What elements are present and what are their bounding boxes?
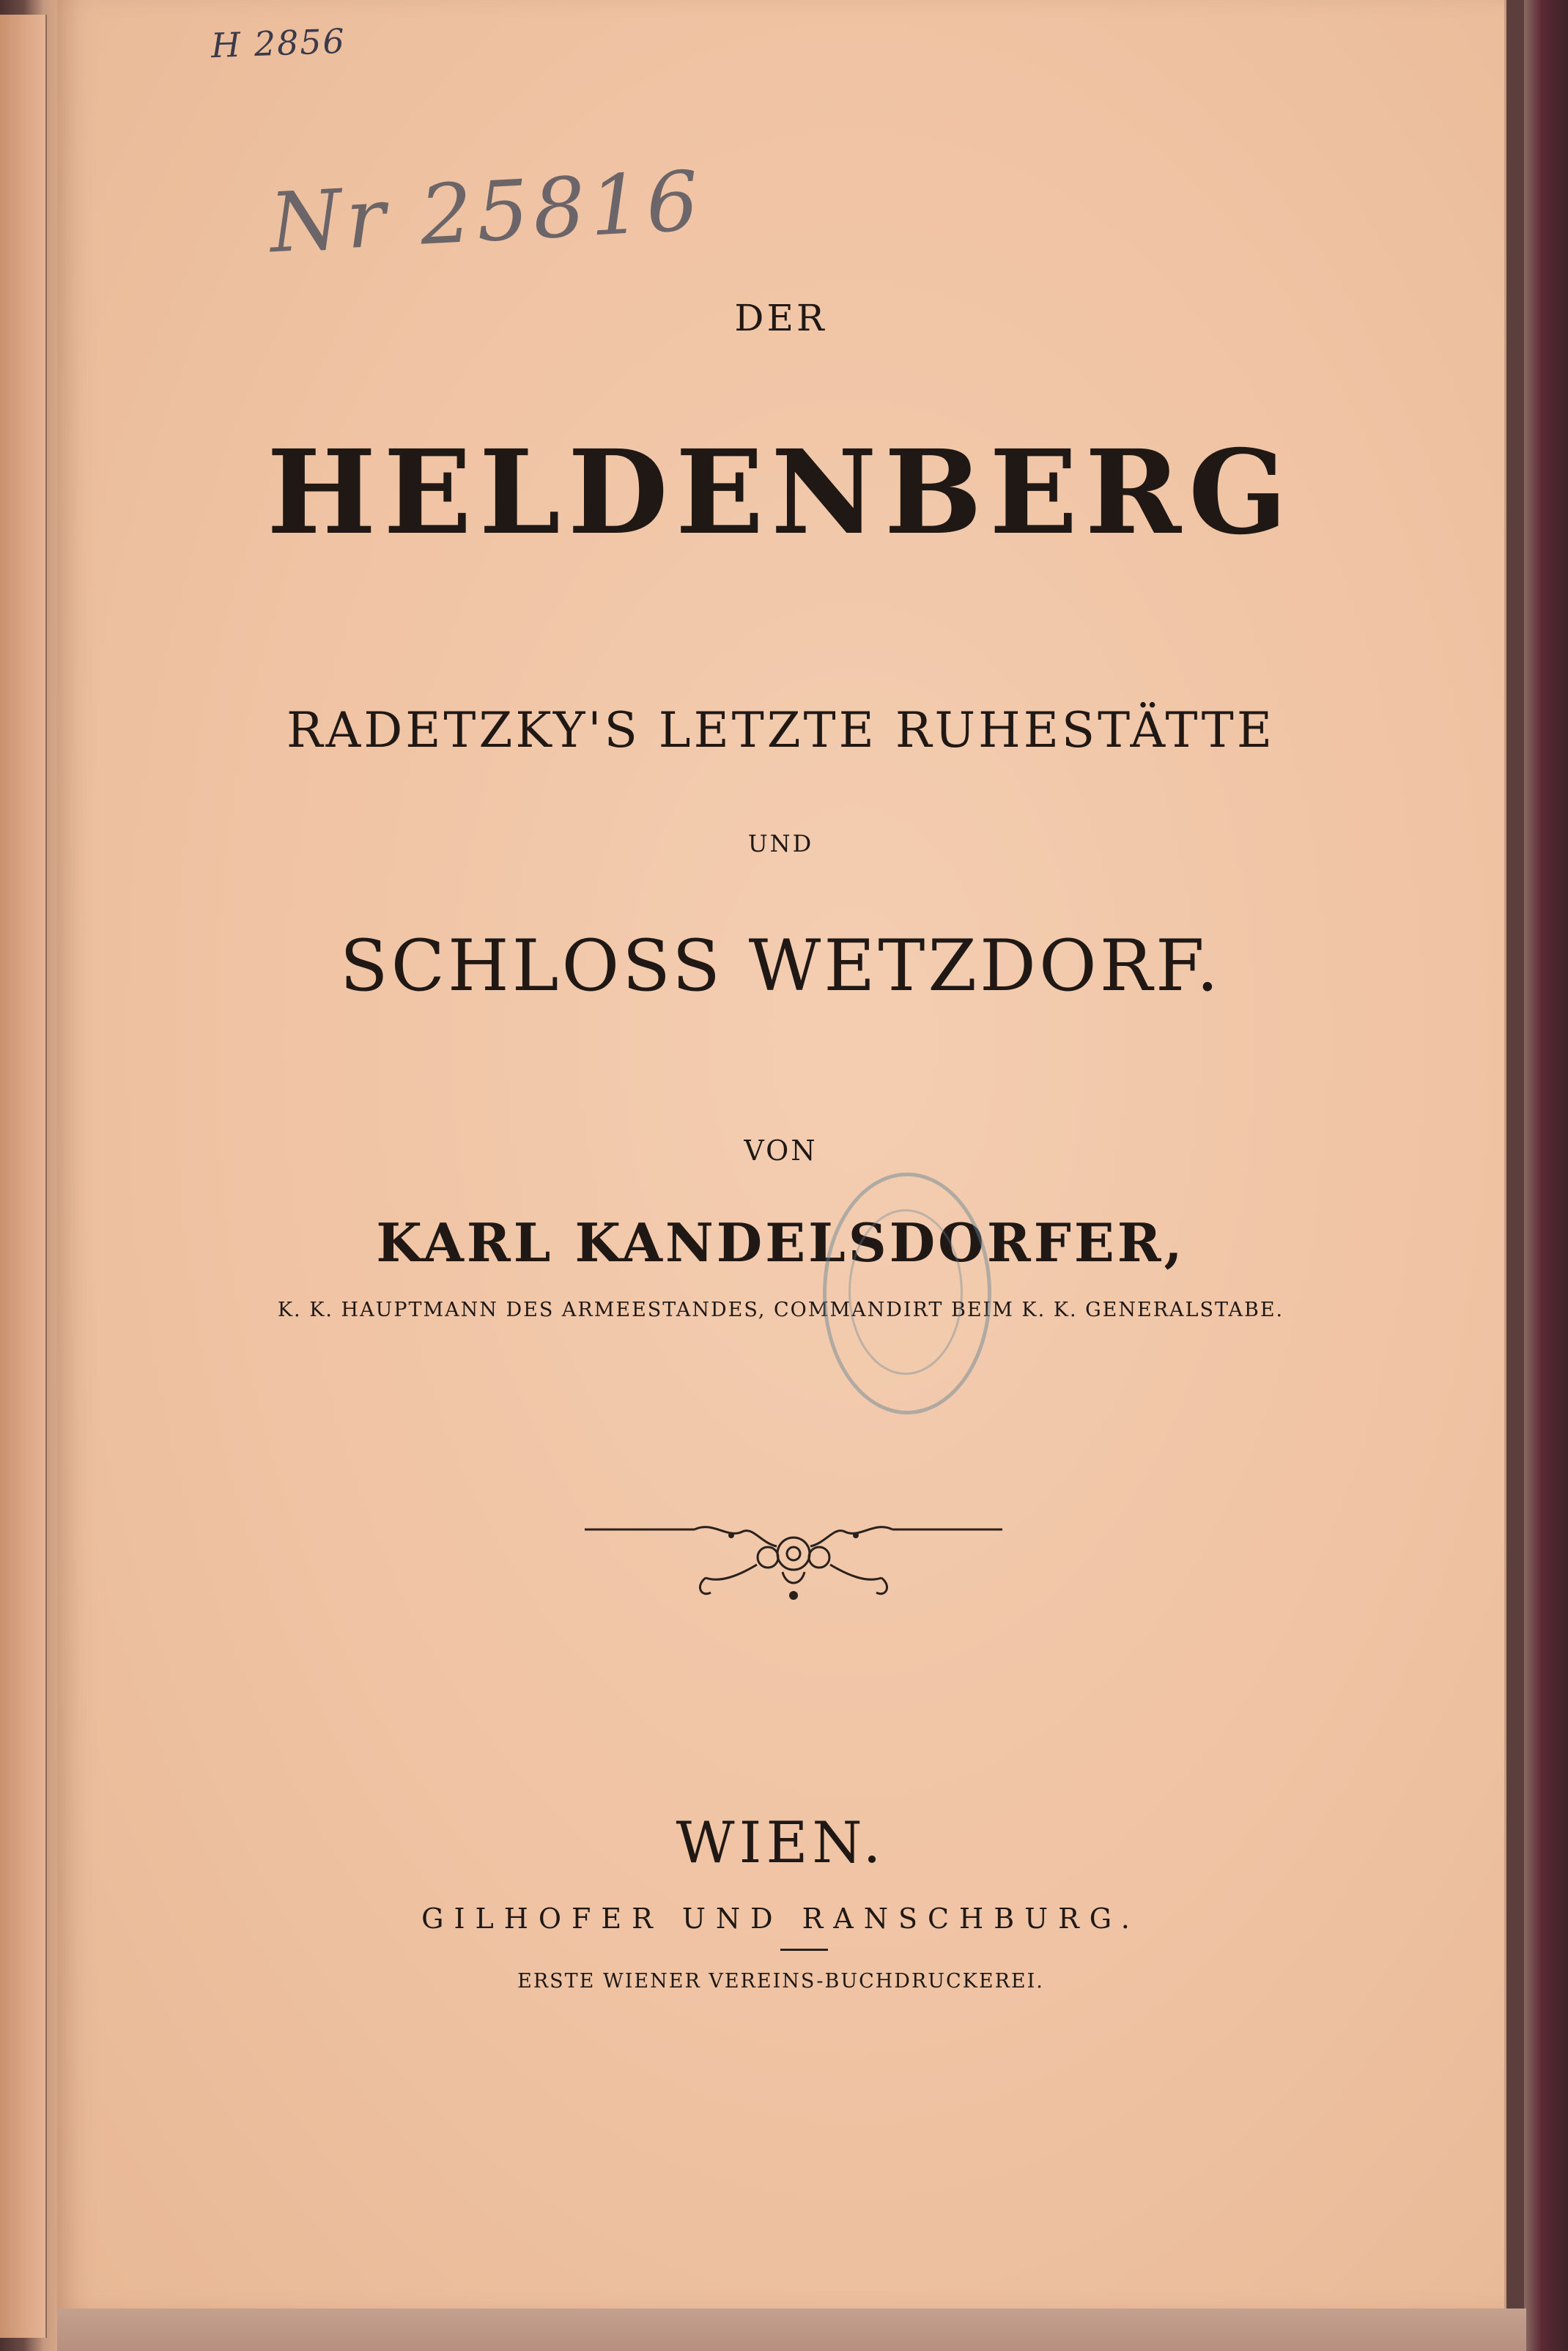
library-stamp-icon (823, 1173, 991, 1414)
book-title: HELDENBERG (267, 425, 1295, 561)
left-page-edge (0, 15, 47, 2338)
book-bottom-edge (57, 2308, 1526, 2351)
printer-name: ERSTE WIENER VEREINS-BUCHDRUCKEREI. (517, 1970, 1044, 1993)
author-rank: K. K. HAUPTMANN DES ARMEESTANDES, COMMANDIRT BEIM K. K. GENERALSTABE. (277, 1299, 1284, 1321)
book-second-title: SCHLOSS WETZDORF. (339, 925, 1222, 1007)
library-stamp-inner-ring (848, 1209, 963, 1375)
publisher-name: GILHOFER UND RANSCHBURG. (421, 1902, 1140, 1935)
vignette-ornament-icon (585, 1513, 1002, 1616)
title-article: DER (734, 297, 827, 339)
publication-city: WIEN. (676, 1810, 886, 1876)
handwritten-shelf-mark: H 2856 (210, 21, 347, 66)
title-conjunction: UND (747, 830, 814, 857)
author-name: KARL KANDELSDORFER, (376, 1211, 1186, 1274)
title-page (57, 0, 1506, 2308)
author-by: VON (744, 1134, 818, 1167)
publisher-divider (780, 1949, 828, 1951)
handwritten-inventory-number: Nr 25816 (267, 153, 706, 272)
book-cover-edge (1524, 0, 1568, 2351)
book-subtitle: RADETZKY'S LETZTE RUHESTÄTTE (286, 702, 1276, 759)
